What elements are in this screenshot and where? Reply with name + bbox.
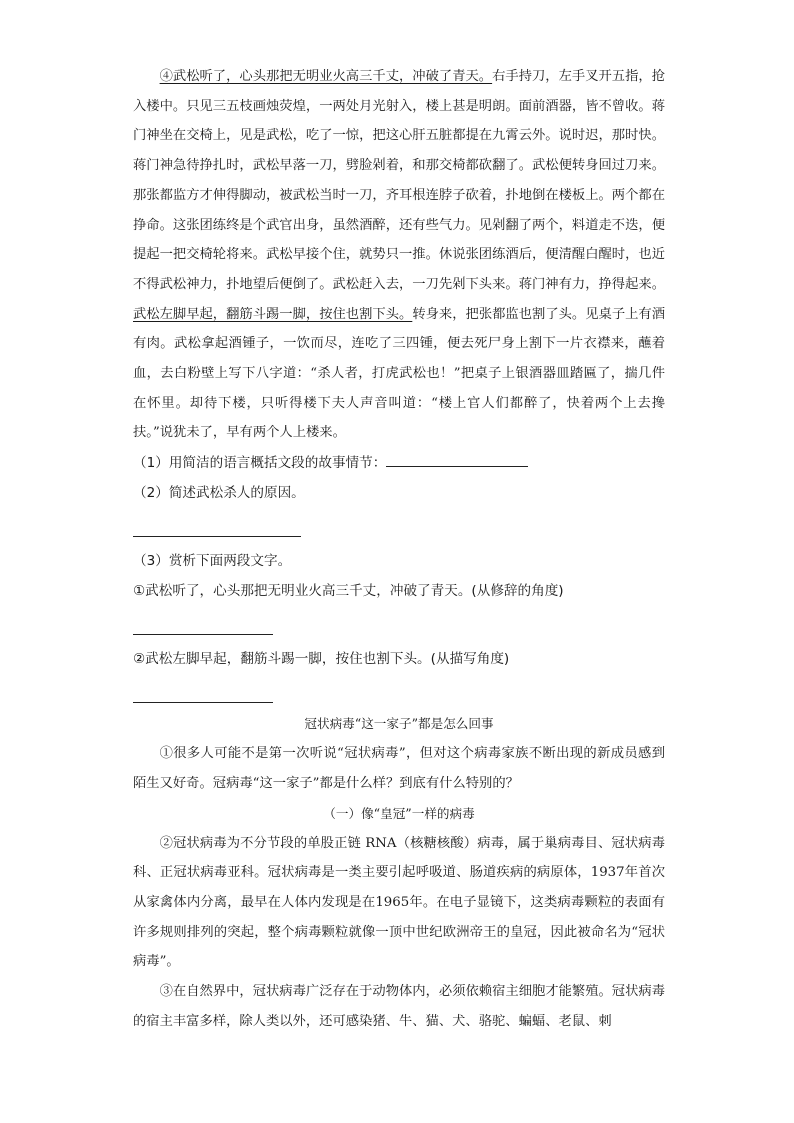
answer-line-3b[interactable] bbox=[133, 702, 273, 703]
article-paragraph-2: ②冠状病毒为不分节段的单股正链 RNA（核糖核酸）病毒，属于巢病毒目、冠状病毒科、正冠状病毒亚科。冠状病毒是一类主要引起呼吸道、肠道疾病的病原体，1937年首次从家禽体内分离，最早在人体内发现是在1965年。在电子显镜下，这类病毒颗粒的表面有许多规则排列的突起，整个病毒颗粒就像一顶中世纪欧洲帝王的皇冠，因此被命名为“冠状病毒”。 bbox=[133, 835, 665, 970]
answer-line-2[interactable] bbox=[133, 536, 301, 537]
question-3b: ②武松左脚早起，翻筋斗踢一脚，按住也割下头。(从描写角度) bbox=[133, 651, 510, 668]
article-paragraph-3: ③在自然界中，冠状病毒广泛存在于动物体内，必须依赖宿主细胞才能繁殖。冠状病毒的宿主丰富多样，除人类以外，还可感染猪、牛、猫、犬、骆驼、蝙蝠、老鼠、刺 bbox=[133, 984, 665, 1029]
page-content bbox=[133, 62, 665, 1036]
question-2: （2）简述武松杀人的原因。 bbox=[133, 485, 305, 502]
article-heading-1: （一）像“皇冠”一样的病毒 bbox=[323, 805, 475, 821]
article-paragraph-1: ①很多人可能不是第一次听说“冠状病毒”，但对这个病毒家族不断出现的新成员感到陌生又好奇。冠病毒“这一家子”都是什么样？到底有什么特别的？ bbox=[133, 746, 665, 791]
underlined-sentence-1: ④武松听了，心头那把无明业火高三千丈，冲破了青天。 bbox=[159, 69, 493, 84]
question-3a: ①武松听了，心头那把无明业火高三千丈，冲破了青天。(从修辞的角度) bbox=[133, 583, 564, 600]
passage-paragraph-4 bbox=[133, 62, 665, 448]
answer-line-3a[interactable] bbox=[133, 634, 273, 635]
question-1 bbox=[133, 448, 665, 478]
passage-text-1: 右手持刀，左手叉开五指，抢入楼中。只见三五枝画烛荧煌，一两处月光射入，楼上甚是明朗。面前酒器，皆不曾收。蒋门神坐在交椅上，见是武松，吃了一惊，把这心肝五脏都提在九霄云外。说时迟，那时快。蒋门神急待挣扎时，武松早落一刀，劈脸剁着，和那交椅都砍翻了。武松便转身回过刀来。那张都监方才伸得脚动，被武松当时一刀，齐耳根连脖子砍着，扑地倒在楼板上。两个都在挣命。这张团练终是个武官出身，虽然酒醉，还有些气力。见剁翻了两个，料道走不迭，便提起一把交椅轮将来。武松早接个住，就势只一推。休说张团练酒后，便清醒白醒时，也近不得武松神力，扑地望后便倒了。武松赶入去，一刀先剁下头来。蒋门神有力，挣得起来。 bbox=[133, 69, 666, 292]
question-1-text: （1）用简洁的语言概括文段的故事情节： bbox=[133, 455, 387, 472]
answer-blank-1[interactable] bbox=[386, 453, 528, 467]
passage-text-2: 转身来，把张都监也割了头。见桌子上有酒有肉。武松拿起酒锺子，一饮而尽，连吃了三四锺，便去死尸身上割下一片衣襟来，蘸着血，去白粉壁上写下八字道：“杀人者，打虎武松也！”把桌子上银酒器皿踏匾了，揣几件在怀里。却待下楼，只听得楼下夫人声音叫道：“楼上官人们都醉了，快着两个上去搀扶。”说犹未了，早有两个人上楼来。 bbox=[133, 306, 666, 441]
underlined-sentence-2: 武松左脚早起，翻筋斗踢一脚，按住也割下头。 bbox=[133, 306, 413, 322]
question-3: （3）赏析下面两段文字。 bbox=[133, 553, 292, 570]
article-title: 冠状病毒“这一家子”都是怎么回事 bbox=[304, 716, 494, 732]
